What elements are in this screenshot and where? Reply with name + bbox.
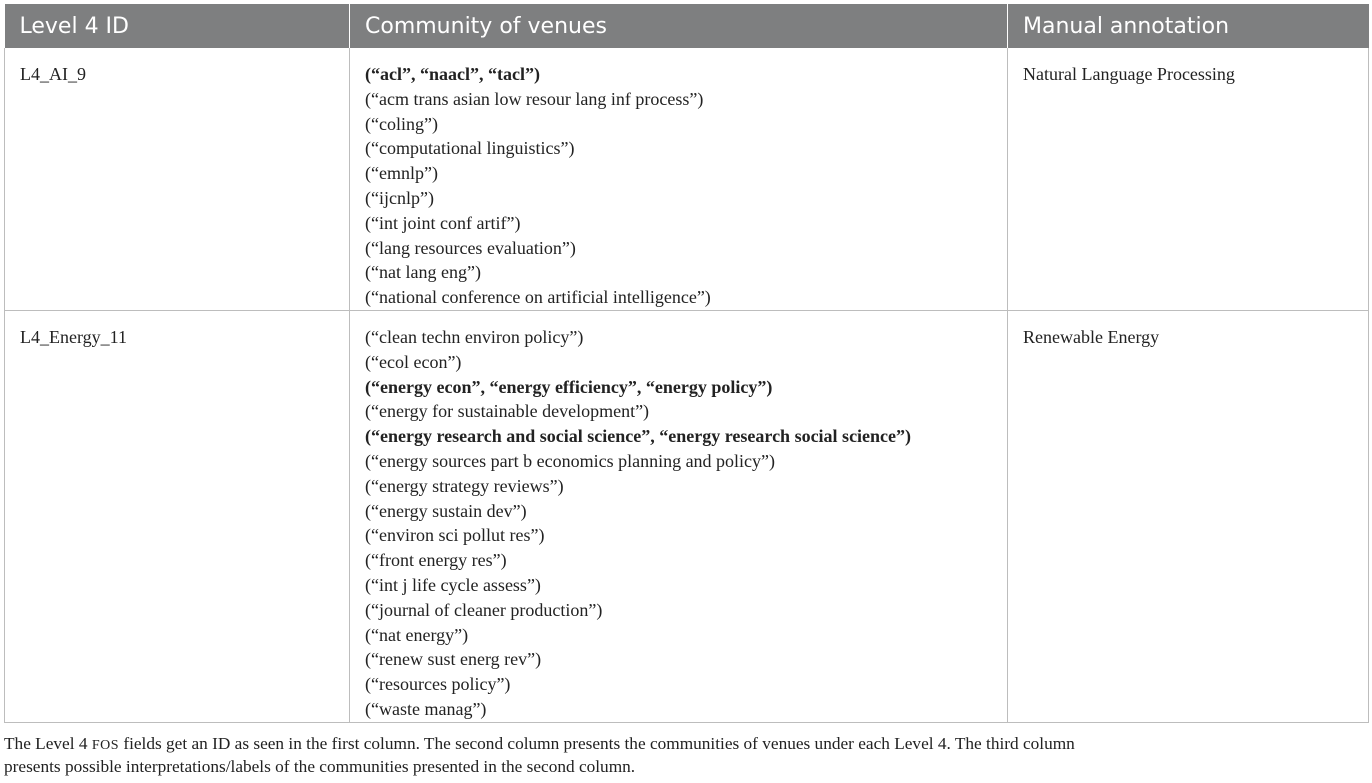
level4-id-cell: L4_Energy_11	[5, 310, 350, 722]
caption-text-end: fields get an ID as seen in the first column. The second column presents the communities of venues under each Level 4. The third column presents possible interpretations/labels of the communities presented in the second column.	[4, 734, 1075, 776]
venue-item: (“ecol econ”)	[365, 351, 462, 372]
venue-item: (“nat lang eng”)	[365, 262, 481, 283]
venue-item: (“energy for sustainable development”)	[365, 401, 650, 422]
annotation-cell: Renewable Energy	[1008, 310, 1369, 722]
table-caption	[4, 733, 1104, 777]
venue-item: (“energy research and social science”, “energy research social science”)	[365, 426, 912, 447]
venue-item: (“national conference on artificial intelligence”)	[365, 287, 711, 308]
venue-item: (“journal of cleaner production”)	[365, 599, 603, 620]
header-community-of-venues: Community of venues	[350, 4, 1008, 48]
venue-item: (“int j life cycle assess”)	[365, 574, 541, 595]
caption-fos-acronym: FOS	[91, 738, 119, 753]
venue-item: (“energy strategy reviews”)	[365, 475, 564, 496]
annotation-cell: Natural Language Processing	[1008, 48, 1369, 310]
table-row	[5, 310, 1369, 722]
venue-item: (“lang resources evaluation”)	[365, 237, 576, 258]
level4-id-cell: L4_AI_9	[5, 48, 350, 310]
venue-item: (“ijcnlp”)	[365, 187, 434, 208]
venue-item: (“emnlp”)	[365, 163, 438, 184]
header-manual-annotation: Manual annotation	[1008, 4, 1369, 48]
venue-item: (“resources policy”)	[365, 674, 511, 695]
venue-item: (“int joint conf artif”)	[365, 212, 521, 233]
venue-item: (“waste manag”)	[365, 698, 487, 719]
venues-cell	[350, 48, 1008, 310]
venue-item: (“energy sources part b economics planning and policy”)	[365, 450, 776, 471]
venue-community-table	[4, 4, 1369, 723]
venue-item: (“acl”, “naacl”, “tacl”)	[365, 64, 540, 84]
header-level4-id: Level 4 ID	[5, 4, 350, 48]
venue-item: (“computational linguistics”)	[365, 138, 575, 159]
venue-item: (“acm trans asian low resour lang inf process”)	[365, 88, 704, 109]
data-table-container	[4, 4, 1368, 723]
venues-cell	[350, 310, 1008, 722]
table-header-row	[5, 4, 1369, 48]
table-row	[5, 48, 1369, 310]
caption-text-start: The Level 4	[4, 734, 92, 753]
venue-item: (“energy econ”, “energy efficiency”, “energy policy”)	[365, 376, 773, 397]
venue-item: (“front energy res”)	[365, 550, 507, 571]
venue-item: (“environ sci pollut res”)	[365, 525, 545, 546]
venue-item: (“nat energy”)	[365, 624, 469, 645]
venue-item: (“coling”)	[365, 113, 438, 134]
venue-item: (“clean techn environ policy”)	[365, 326, 584, 347]
venue-item: (“energy sustain dev”)	[365, 500, 527, 521]
venue-item: (“renew sust energ rev”)	[365, 649, 542, 670]
